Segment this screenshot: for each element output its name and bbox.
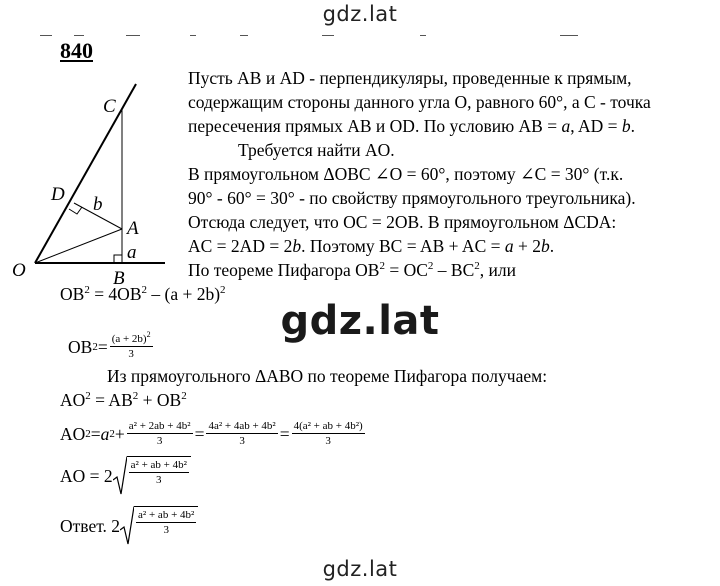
label-o: O (12, 260, 26, 281)
text-line-7: Отсюда следует, что OC = 2OB. В прямоугольном ΔCDA: (188, 212, 617, 232)
label-a-point: A (127, 218, 139, 239)
watermark-bottom: gdz.lat (322, 557, 398, 581)
equation-ao-squared: $AO^2 = AB^2 + OB^2$ (60, 390, 187, 410)
equation-ao-result: AO = 2 $\frac{\text{a² + ab + 4b²}}{3}$ (60, 454, 191, 498)
text-line-9: По теореме Пифагора $OB^2 = OC^2 - BC^2$, или (188, 260, 516, 280)
fraction-ob: $\frac{(a + 2b)^2}{3}$ (111, 330, 151, 360)
label-d: D (51, 184, 65, 205)
text-line-2: содержащим стороны данного угла O, равного 60°, а C - точка (188, 92, 651, 112)
line-oc (35, 84, 136, 263)
text-line-1: Пусть AB и AD - перпендикуляры, проведенные к прямым, (188, 68, 632, 88)
answer-line: Ответ. 2 $\frac{\text{a² + ab + 4b²}}{3}$ (60, 504, 198, 548)
right-angle-d (69, 207, 82, 214)
sqrt-ao: $\frac{\text{a² + ab + 4b²}}{3}$ (113, 456, 191, 496)
equation-ao-expansion: AO 2 = a 2 + $\frac{\text{a² + 2ab + 4b²}}{3}$ = $\frac{\text{4a² + 4ab + 4b²}}{3}$ = $\frac{\text{4(a² + ab + 4b²)}}{3}$ (60, 420, 363, 447)
label-a-segment: a (127, 242, 137, 263)
sqrt-answer: $\frac{\text{a² + ab + 4b²}}{3}$ (120, 506, 198, 546)
watermark-middle: gdz.lat (280, 298, 440, 344)
label-b-segment: b (93, 194, 103, 215)
label-b-point: B (113, 268, 125, 289)
equation-ob-squared: $OB^2 = 4OB^2 - (a + 2b)^2$ (60, 284, 226, 304)
text-line-4: Требуется найти AO. (238, 140, 395, 160)
text-line-3: пересечения прямых AB и OD. По условию AB = a, AD = b. (188, 116, 636, 136)
text-line-12: Из прямоугольного ΔABO по теореме Пифагора получаем: (107, 366, 548, 386)
text-line-5: В прямоугольном ΔOBC ∠O = 60°, поэтому ∠C = 30° (т.к. (188, 164, 624, 184)
fraction-expansion-1: $\frac{\text{a² + 2ab + 4b²}}{3}$ (128, 420, 191, 447)
label-c: C (103, 96, 116, 117)
problem-number: 840 (60, 38, 93, 63)
text-line-8: AC = 2AD = 2b. Поэтому BC = AB + AC = a + 2b. (188, 236, 555, 256)
geometry-diagram (0, 0, 190, 300)
segment-oa (35, 229, 122, 263)
equation-ob-fraction: OB 2 = $\frac{(a + 2b)^2}{3}$ (68, 330, 151, 360)
right-angle-b (114, 255, 122, 263)
fraction-expansion-3: $\frac{\text{4(a² + ab + 4b²)}}{3}$ (293, 420, 363, 447)
text-line-6: 90° - 60° = 30° - по свойству прямоугольного треугольника). (188, 188, 636, 208)
watermark-top: gdz.lat (322, 2, 398, 26)
fraction-expansion-2: $\frac{\text{4a² + 4ab + 4b²}}{3}$ (208, 420, 276, 447)
